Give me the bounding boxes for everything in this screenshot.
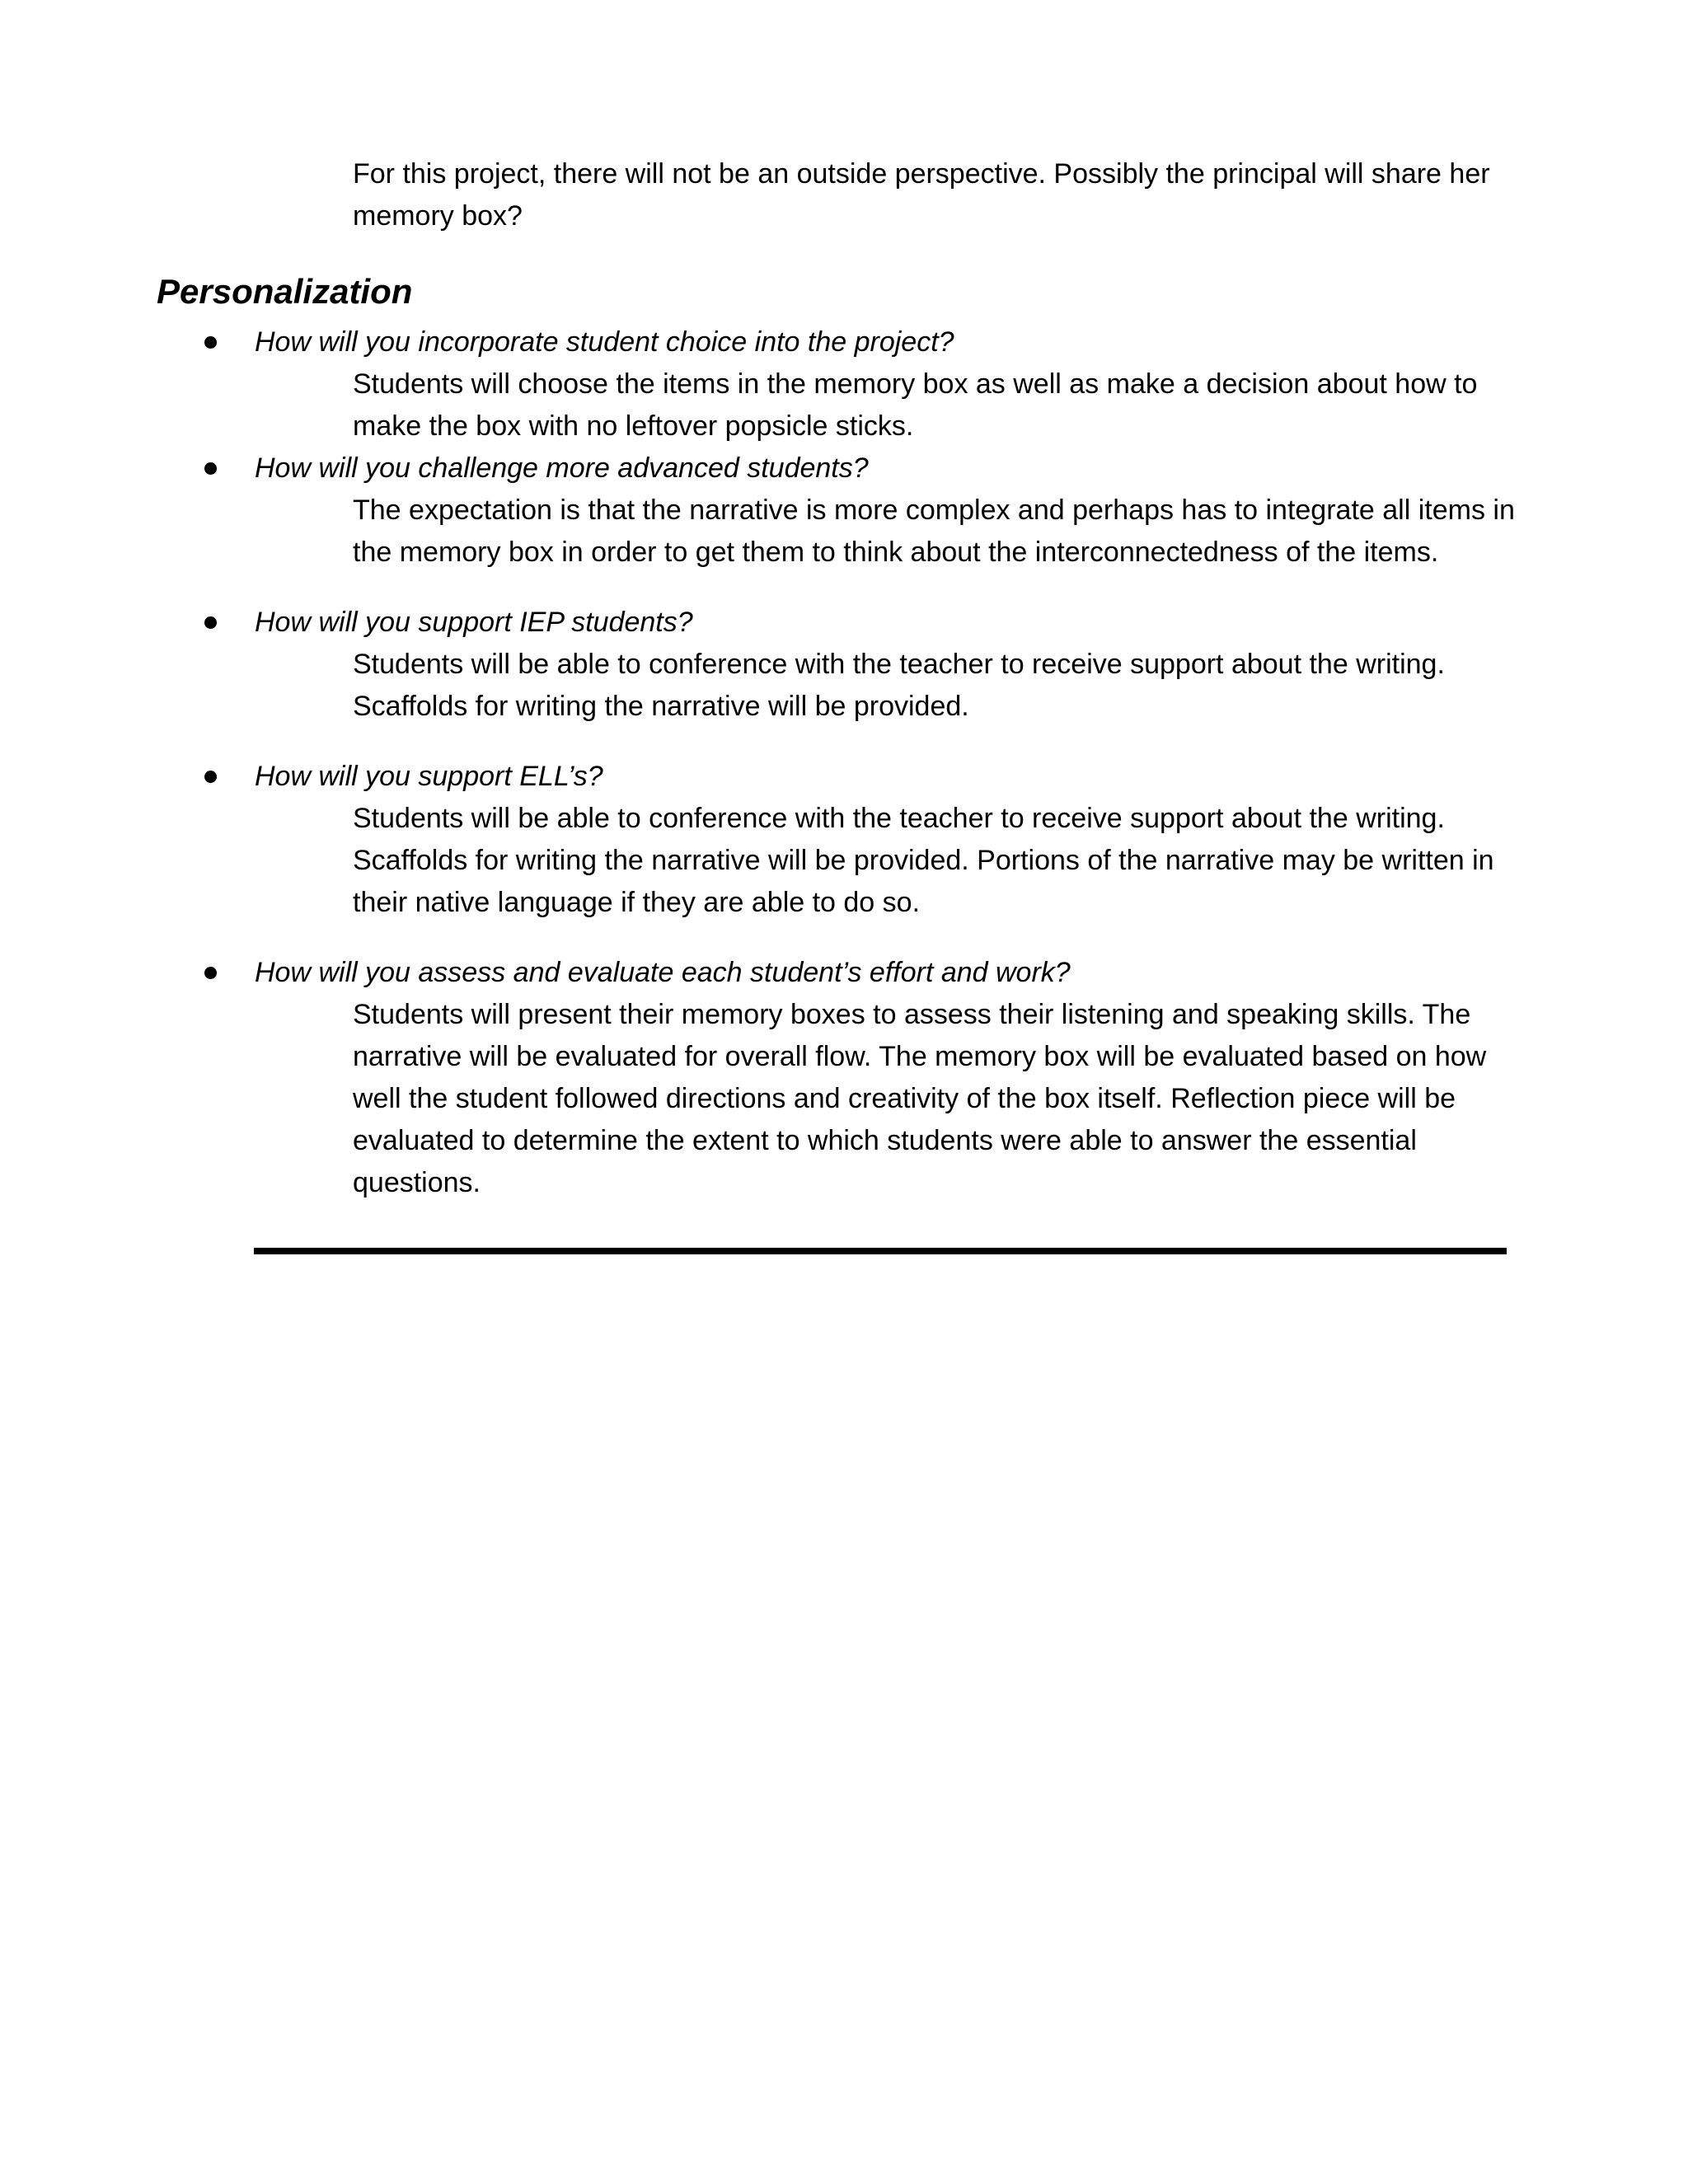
intro-paragraph: For this project, there will not be an outside perspective. Possibly the principal will share her memory box? xyxy=(353,158,1490,232)
question-text: How will you support ELL’s? xyxy=(255,761,603,792)
question-text: How will you challenge more advanced students? xyxy=(255,452,869,484)
answer-text: Students will be able to conference with the teacher to receive support about the writing. Scaffolds for writing the narrative will be provided. xyxy=(353,649,1445,722)
section-heading: Personalization xyxy=(157,272,413,311)
question-list xyxy=(0,321,1688,1204)
list-item xyxy=(0,952,1688,1204)
bullet-icon xyxy=(204,967,217,979)
bullet-icon xyxy=(204,771,217,783)
answer-text: Students will be able to conference with the teacher to receive support about the writing. Scaffolds for writing the narrative will be provided. Portions of the narrative may be written in their native language if they are able to do so. xyxy=(353,803,1494,918)
bullet-icon xyxy=(204,336,217,349)
list-item xyxy=(0,602,1688,728)
bullet-icon xyxy=(204,462,217,475)
bullet-icon xyxy=(204,616,217,629)
answer-text: Students will choose the items in the memory box as well as make a decision about how to make the box with no leftover popsicle sticks. xyxy=(353,368,1478,442)
list-item xyxy=(0,321,1688,448)
question-text: How will you assess and evaluate each student’s effort and work? xyxy=(255,957,1071,988)
answer-text: Students will present their memory boxes to assess their listening and speaking skills. The narrative will be evaluated for overall flow. The memory box will be evaluated based on how well the student followed directions and creativity of the box itself. Reflection piece will be evaluated to determine the extent to which students were able to answer the essential questions. xyxy=(353,999,1487,1198)
horizontal-divider xyxy=(254,1248,1507,1254)
answer-text: The expectation is that the narrative is more complex and perhaps has to integrate all items in the memory box in order to get them to think about the interconnectedness of the items. xyxy=(353,494,1515,568)
list-item xyxy=(0,756,1688,924)
question-text: How will you support IEP students? xyxy=(255,607,693,638)
question-text: How will you incorporate student choice into the project? xyxy=(255,326,954,358)
list-item xyxy=(0,448,1688,574)
